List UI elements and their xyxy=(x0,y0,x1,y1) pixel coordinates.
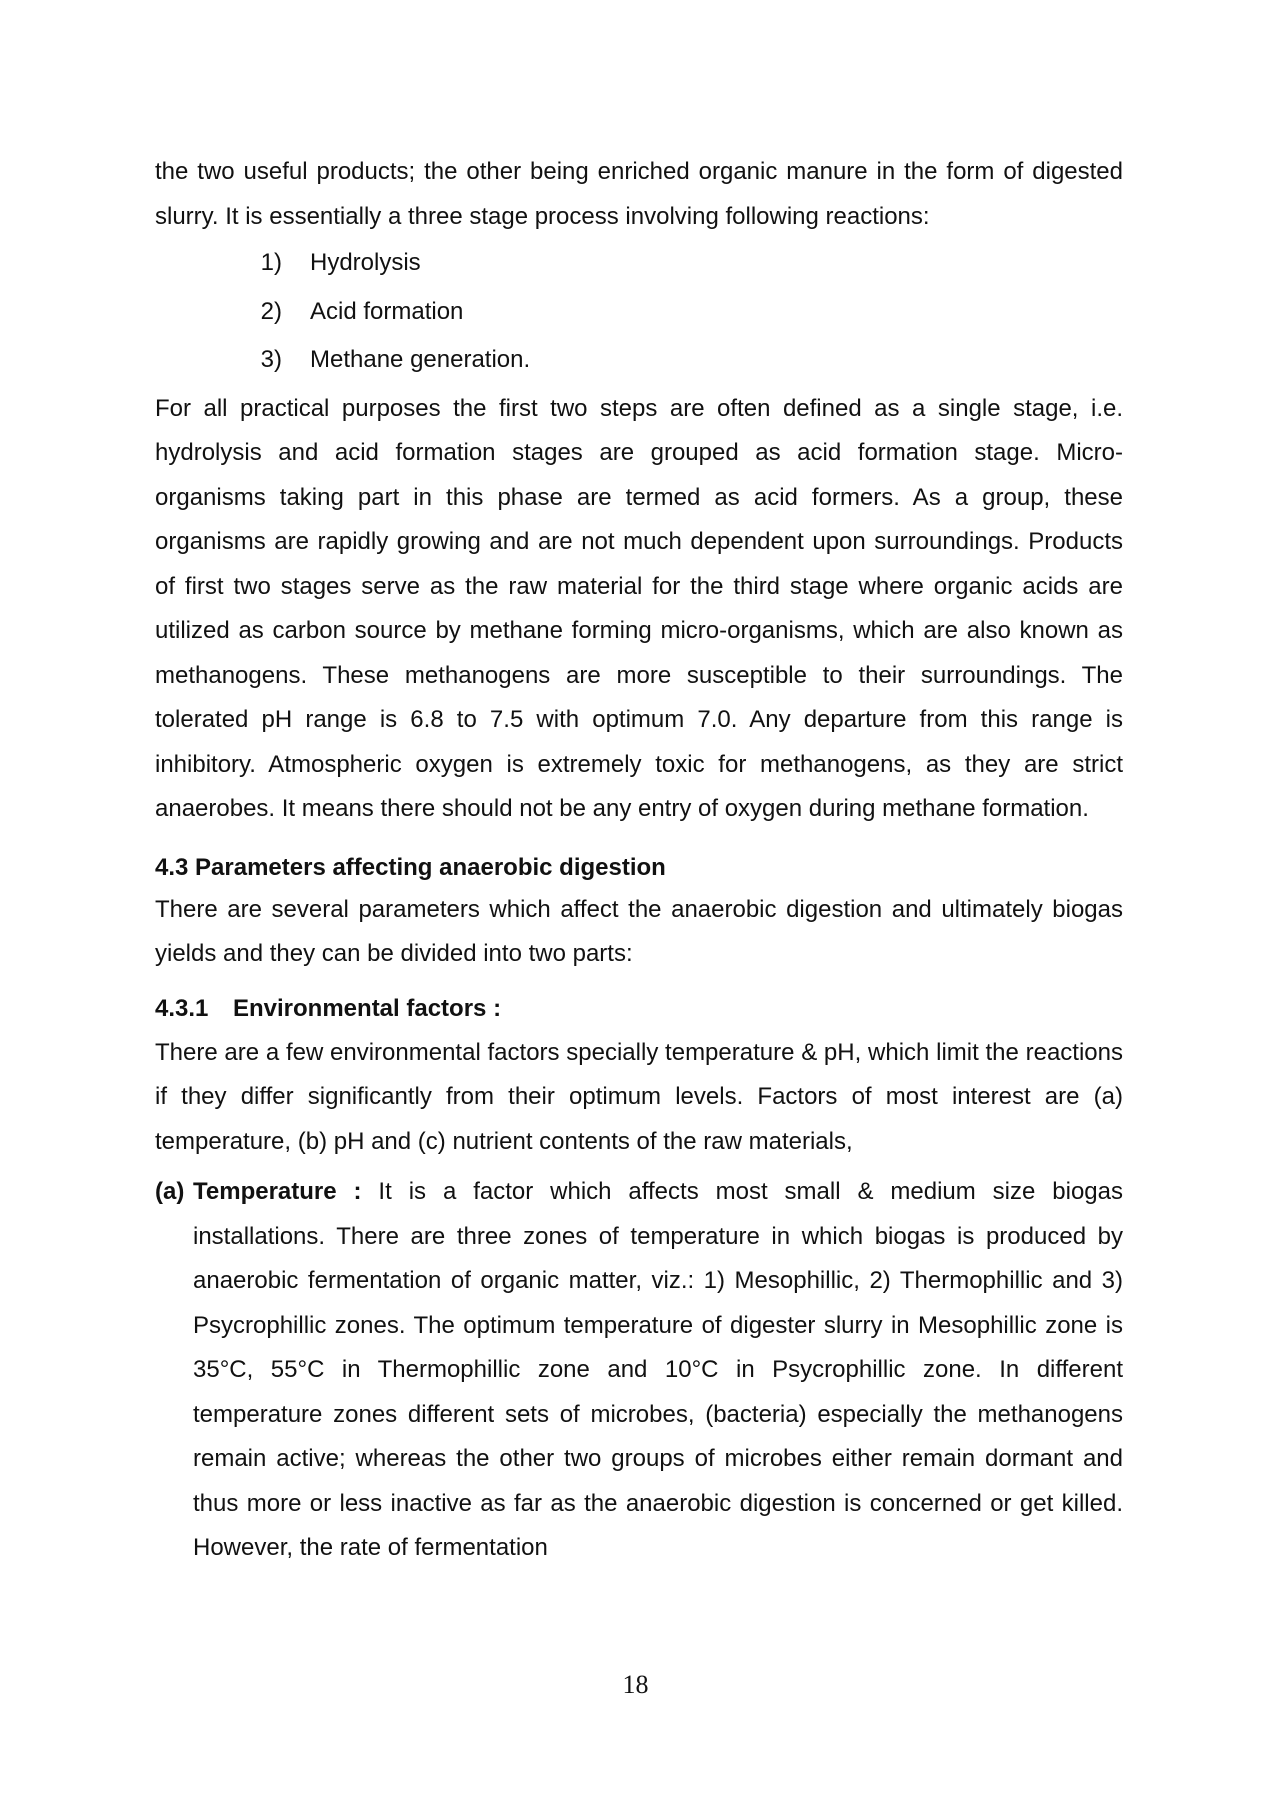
list-item-number: 3) xyxy=(260,346,282,373)
item-title: Temperature : xyxy=(193,1178,362,1205)
list-item-number: 1) xyxy=(260,249,282,276)
section-4-3-paragraph: There are several parameters which affect the anaerobic digestion and ultimately biogas yields and they can be divided into two parts: xyxy=(155,895,1123,967)
intro-paragraph: the two useful products; the other being enriched organic manure in the form of digested slurry. It is essentially a three stage process involving following reactions: xyxy=(155,158,1123,230)
list-item xyxy=(155,288,1123,337)
list-item-label: Acid formation xyxy=(310,297,464,325)
section-number: 4.3.1 xyxy=(155,994,209,1022)
item-body xyxy=(193,1170,1123,1571)
list-item xyxy=(155,239,1123,288)
list-item-number: 2) xyxy=(260,297,282,325)
page-number: 18 xyxy=(622,1670,649,1699)
section-heading-4-3: 4.3 Parameters affecting anaerobic digestion xyxy=(155,853,666,881)
item-marker: (a) xyxy=(155,1178,185,1205)
reaction-list xyxy=(155,239,1123,385)
list-item-label: Methane generation. xyxy=(310,346,531,373)
document-page xyxy=(155,150,1123,1571)
section-title: Environmental factors : xyxy=(233,994,502,1022)
temperature-item xyxy=(155,1170,1123,1571)
item-text: It is a factor which affects most small & medium size biogas installations. There are three zones of temperature in which biogas is produced by anaerobic fermentation of organic matter, viz.: 1) Mesophillic, 2) Thermophillic and 3) Psycrophillic zones. The optimum temperature of digester slurry in Mesophillic zone is 35°C, 55°C in Thermophillic zone and 10°C in Psycrophillic zone. In different temperature zones different sets of microbes, (bacteria) especially the methanogens remain active; whereas the other two groups of microbes either remain dormant and thus more or less inactive as far as the anaerobic digestion is concerned or get killed. However, the rate of fermentation xyxy=(193,1178,1123,1561)
list-item-label: Hydrolysis xyxy=(310,249,421,276)
section-4-3-1-paragraph: There are a few environmental factors specially temperature & pH, which limit the reactions if they differ significantly from their optimum levels. Factors of most interest are (a) temperature, (b) pH and (c) nutrient contents of the raw materials, xyxy=(155,1038,1123,1155)
stage-paragraph: For all practical purposes the first two steps are often defined as a single stage, i.e. hydrolysis and acid formation stages are grouped as acid formation stage. Micro-organisms taking part in this phase are termed as acid formers. As a group, these organisms are rapidly growing and are not much dependent upon surroundings. Products of first two stages serve as the raw material for the third stage where organic acids are utilized as carbon source by methane forming micro-organisms, which are also known as methanogens. These methanogens are more susceptible to their surroundings. The tolerated pH range is 6.8 to 7.5 with optimum 7.0. Any departure from this range is inhibitory. Atmospheric oxygen is extremely toxic for methanogens, as they are strict anaerobes. It means there should not be any entry of oxygen during methane formation. xyxy=(155,394,1123,822)
list-item xyxy=(155,336,1123,385)
section-heading-4-3-1 xyxy=(155,989,1123,1029)
